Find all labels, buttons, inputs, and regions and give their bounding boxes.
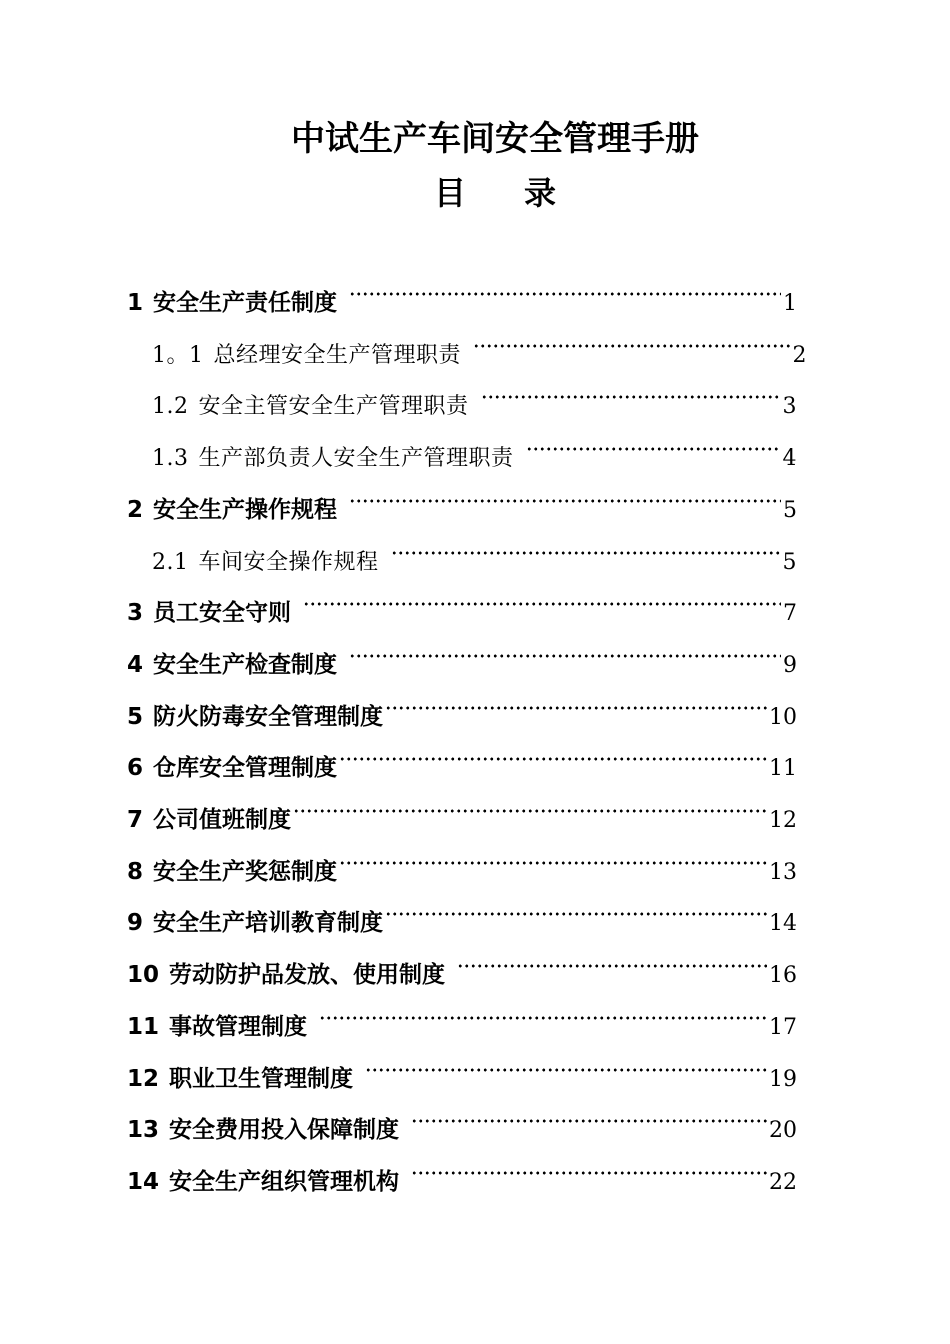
toc-entry-number: 14 <box>127 1168 160 1195</box>
toc-entry-label: 安全生产奖惩制度 <box>153 858 338 885</box>
toc-entry-label: 生产部负责人安全生产管理职责 <box>198 446 514 472</box>
toc-entry-label: 车间安全操作规程 <box>198 549 379 575</box>
toc-heading-left: 目 <box>433 174 466 212</box>
toc-dot-leader <box>349 477 781 517</box>
toc-dot-leader <box>473 322 790 362</box>
toc-dot-leader <box>481 373 781 413</box>
toc-dot-leader <box>385 684 767 724</box>
toc-entry[interactable] <box>127 1097 797 1144</box>
toc-entry-number: 6 <box>127 755 144 782</box>
toc-entry-page: 12 <box>769 808 797 833</box>
toc-entry[interactable] <box>127 632 797 678</box>
toc-dot-leader <box>319 994 767 1034</box>
toc-entry[interactable] <box>127 735 797 782</box>
toc-entry-number: 3 <box>127 600 144 627</box>
toc-entry-page: 1 <box>783 291 797 316</box>
toc-dot-leader <box>293 787 767 827</box>
toc-entry-page: 13 <box>769 859 797 885</box>
toc-entry[interactable] <box>152 373 797 420</box>
toc-entry[interactable] <box>127 890 797 937</box>
toc-entry-number: 1.2 <box>152 394 189 420</box>
toc-entry-label: 安全生产责任制度 <box>153 290 338 316</box>
toc-entry-label: 安全费用投入保障制度 <box>169 1117 400 1144</box>
toc-entry-number: 1。1 <box>152 342 204 368</box>
toc-dot-leader <box>411 1149 767 1189</box>
toc-entry-label: 职业卫生管理制度 <box>169 1065 354 1092</box>
toc-entry-page: 9 <box>783 652 797 678</box>
toc-dot-leader <box>349 632 781 672</box>
toc-entry-number: 9 <box>127 910 144 937</box>
toc-entry-number: 1.3 <box>152 446 189 472</box>
toc-entry-page: 7 <box>783 601 797 627</box>
toc-entry-label: 安全生产操作规程 <box>153 496 338 523</box>
toc-entry[interactable] <box>127 477 797 523</box>
toc-entry-page: 19 <box>769 1066 797 1092</box>
toc-dot-leader <box>365 1046 767 1086</box>
toc-entry-number: 4 <box>127 651 144 678</box>
toc-entry-page: 22 <box>769 1169 797 1195</box>
toc-entry-page: 11 <box>769 756 797 782</box>
toc-dot-leader <box>457 942 767 982</box>
toc-entry[interactable] <box>127 1149 797 1195</box>
toc-entry[interactable] <box>152 529 797 575</box>
toc-entry[interactable] <box>127 994 797 1040</box>
toc-entry-number: 7 <box>127 807 144 833</box>
toc-dot-leader <box>385 890 767 930</box>
toc-entry-number: 11 <box>127 1013 160 1040</box>
toc-entry-page: 10 <box>769 704 797 730</box>
toc-entry-page: 5 <box>782 549 797 575</box>
toc-entry-page: 5 <box>783 497 797 523</box>
toc-entry-label: 安全生产组织管理机构 <box>169 1168 400 1195</box>
toc-entry-label: 总经理安全生产管理职责 <box>213 342 462 368</box>
toc-dot-leader <box>303 580 781 620</box>
toc-dot-leader <box>411 1097 767 1137</box>
toc-dot-leader <box>391 529 781 569</box>
toc-entry[interactable] <box>127 1046 797 1092</box>
toc-entry-label: 事故管理制度 <box>169 1013 308 1040</box>
toc-entry[interactable] <box>127 942 797 989</box>
toc-heading-right: 录 <box>524 174 557 212</box>
toc-entry[interactable] <box>127 270 797 316</box>
document-title: 中试生产车间安全管理手册 <box>291 119 699 159</box>
toc-entry-number: 8 <box>127 858 144 885</box>
toc-entry[interactable] <box>152 425 797 472</box>
toc-entry-label: 公司值班制度 <box>153 807 292 833</box>
toc-entry-page: 16 <box>769 963 797 989</box>
toc-entry-number: 2.1 <box>152 549 189 575</box>
toc-entry-page: 4 <box>782 446 797 472</box>
toc-entry-label: 仓库安全管理制度 <box>153 755 338 782</box>
toc-entry-label: 安全主管安全生产管理职责 <box>198 394 469 420</box>
toc-entry-number: 10 <box>127 962 160 989</box>
toc-entry-number: 13 <box>127 1117 160 1144</box>
toc-entry-page: 20 <box>769 1118 797 1144</box>
toc-entry[interactable] <box>127 787 797 833</box>
toc-entry-number: 12 <box>127 1065 160 1092</box>
toc-heading <box>0 170 950 216</box>
toc-dot-leader <box>339 735 767 775</box>
toc-entry[interactable] <box>127 684 797 730</box>
toc-entry-label: 安全生产培训教育制度 <box>153 910 384 937</box>
toc-entry-number: 1 <box>127 290 144 316</box>
toc-entry[interactable] <box>127 839 797 885</box>
toc-dot-leader <box>339 839 767 879</box>
toc-entry-number: 2 <box>127 496 144 523</box>
toc-entry-label: 安全生产检查制度 <box>153 651 338 678</box>
toc-entry-page: 2 <box>792 342 807 368</box>
toc-entry-page: 14 <box>769 911 797 937</box>
toc-entry-number: 5 <box>127 703 144 730</box>
toc-dot-leader <box>349 270 781 310</box>
toc-dot-leader <box>526 425 781 465</box>
toc-entry-label: 防火防毒安全管理制度 <box>153 703 384 730</box>
toc-entry-label: 员工安全守则 <box>153 600 292 627</box>
toc-entry-label: 劳动防护品发放、使用制度 <box>169 962 446 989</box>
toc-entry[interactable] <box>152 322 807 368</box>
toc-entry-page: 3 <box>782 394 797 420</box>
toc-entry[interactable] <box>127 580 797 627</box>
toc-entry-page: 17 <box>769 1014 797 1040</box>
